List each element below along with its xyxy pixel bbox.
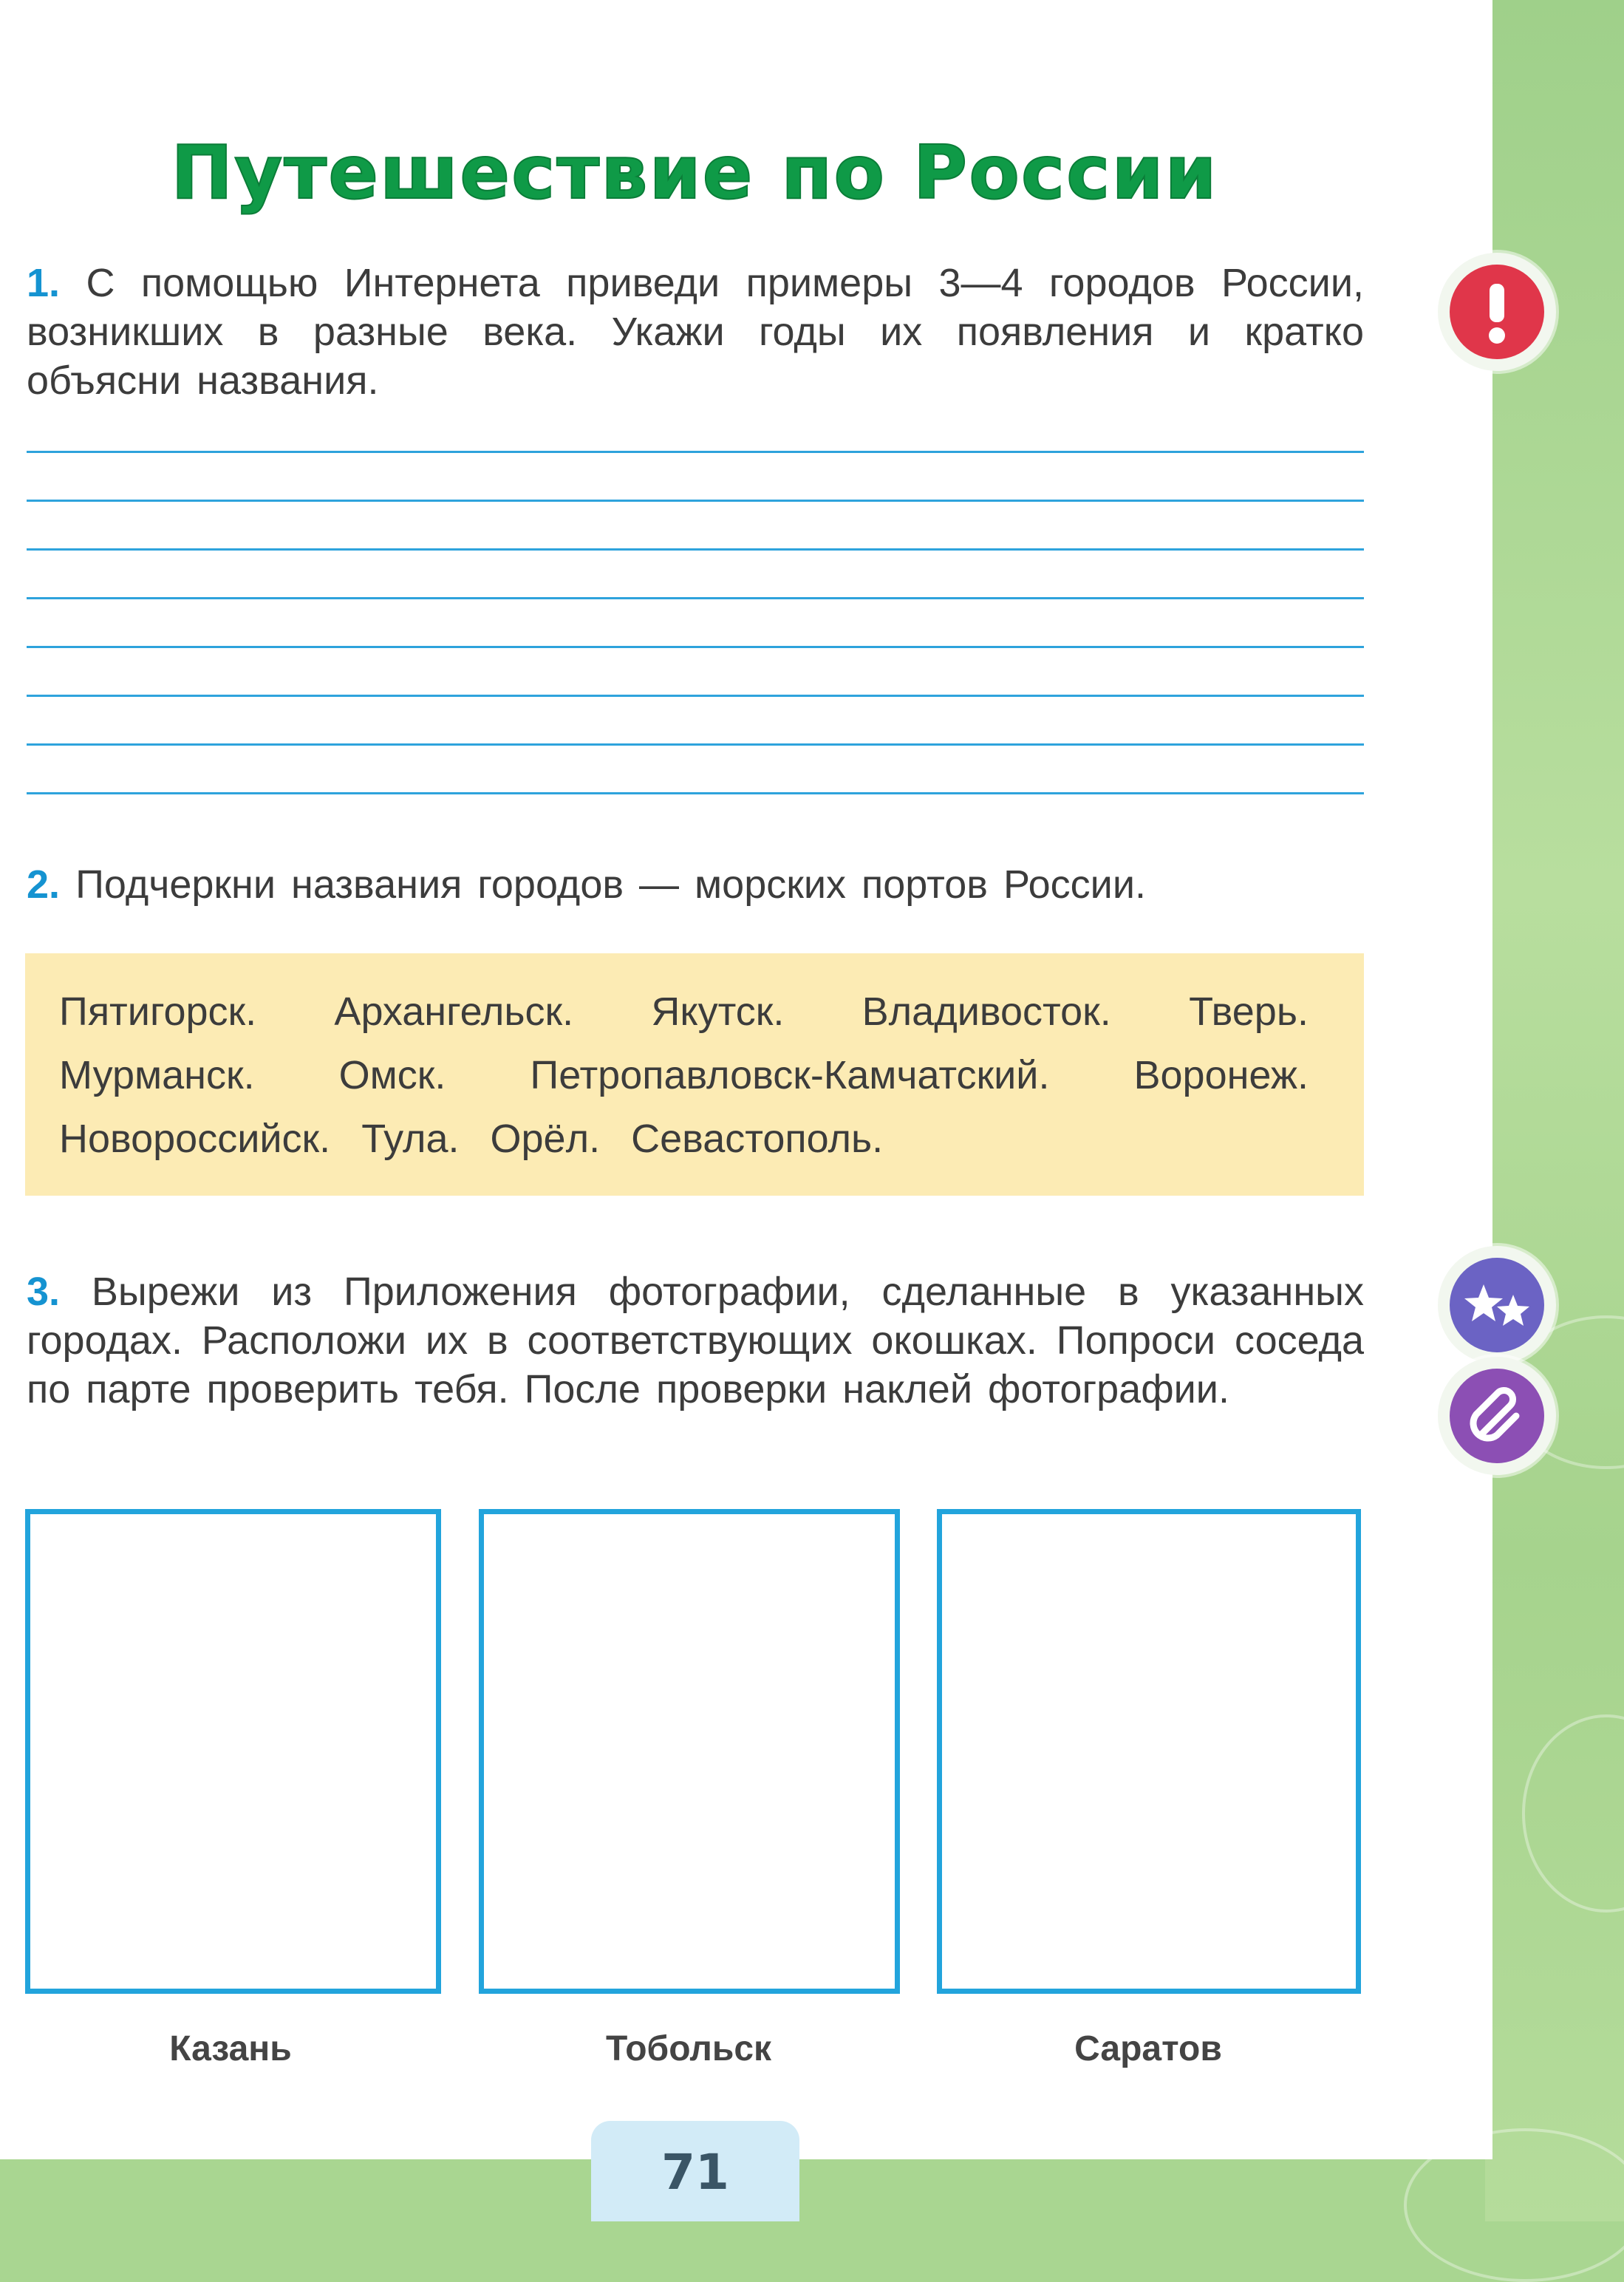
city-name[interactable]: Омск. [338, 1053, 446, 1097]
task-3 [27, 1267, 1364, 1414]
cities-box [25, 953, 1364, 1196]
task-number: 2. [27, 862, 61, 907]
task-text: С помощью Интернета приведи примеры 3—4 городов России, возникших в разные века. Укажи годы их появления и кратко объясни названия. [27, 261, 1364, 403]
answer-line[interactable] [27, 597, 1364, 599]
answer-line[interactable] [27, 500, 1364, 502]
task-number: 1. [27, 261, 61, 305]
city-name[interactable]: Новороссийск. [59, 1117, 331, 1161]
city-name[interactable]: Петропавловск-Камчатский. [530, 1053, 1050, 1097]
answer-line[interactable] [27, 548, 1364, 551]
city-name[interactable]: Севастополь. [631, 1117, 884, 1161]
city-name[interactable]: Тула. [361, 1117, 460, 1161]
city-name[interactable]: Воронеж. [1133, 1053, 1309, 1097]
page-number: 71 [591, 2121, 799, 2221]
frame-caption: Саратов [1074, 2029, 1222, 2068]
appendix-badge [1438, 1357, 1556, 1475]
task-text: Подчеркни названия городов — морских портов России. [75, 862, 1147, 907]
task-text: Вырежи из Приложения фотографии, сделанные в указанных городах. Расположи их в соответствующих окошках. Попроси соседа по парте проверить тебя. После проверки наклей фотографии. [27, 1270, 1364, 1411]
warning-badge [1438, 253, 1556, 371]
paperclip-icon [1450, 1369, 1544, 1463]
answer-line[interactable] [27, 451, 1364, 453]
stars-icon [1450, 1258, 1544, 1352]
task-1 [27, 259, 1364, 405]
city-name[interactable]: Архангельск. [334, 990, 574, 1034]
photo-frame-kazan[interactable] [25, 1509, 441, 1994]
photo-frame-tobolsk[interactable] [479, 1509, 900, 1994]
task-number: 3. [27, 1270, 61, 1314]
pair-work-badge [1438, 1246, 1556, 1364]
frame-caption: Казань [169, 2029, 292, 2068]
answer-line[interactable] [27, 695, 1364, 697]
exclamation-icon [1450, 265, 1544, 359]
city-name[interactable]: Мурманск. [59, 1053, 255, 1097]
city-name[interactable]: Тверь. [1189, 990, 1309, 1034]
city-name[interactable]: Владивосток. [862, 990, 1111, 1034]
city-name[interactable]: Якутск. [651, 990, 785, 1034]
answer-line[interactable] [27, 646, 1364, 648]
page-title: Путешествие по России [171, 129, 1218, 216]
frame-caption: Тобольск [605, 2029, 772, 2068]
city-name[interactable]: Пятигорск. [59, 990, 257, 1034]
answer-line[interactable] [27, 743, 1364, 746]
city-name[interactable]: Орёл. [490, 1117, 601, 1161]
task-2 [27, 860, 1364, 909]
answer-line[interactable] [27, 792, 1364, 794]
photo-frame-saratov[interactable] [937, 1509, 1361, 1994]
